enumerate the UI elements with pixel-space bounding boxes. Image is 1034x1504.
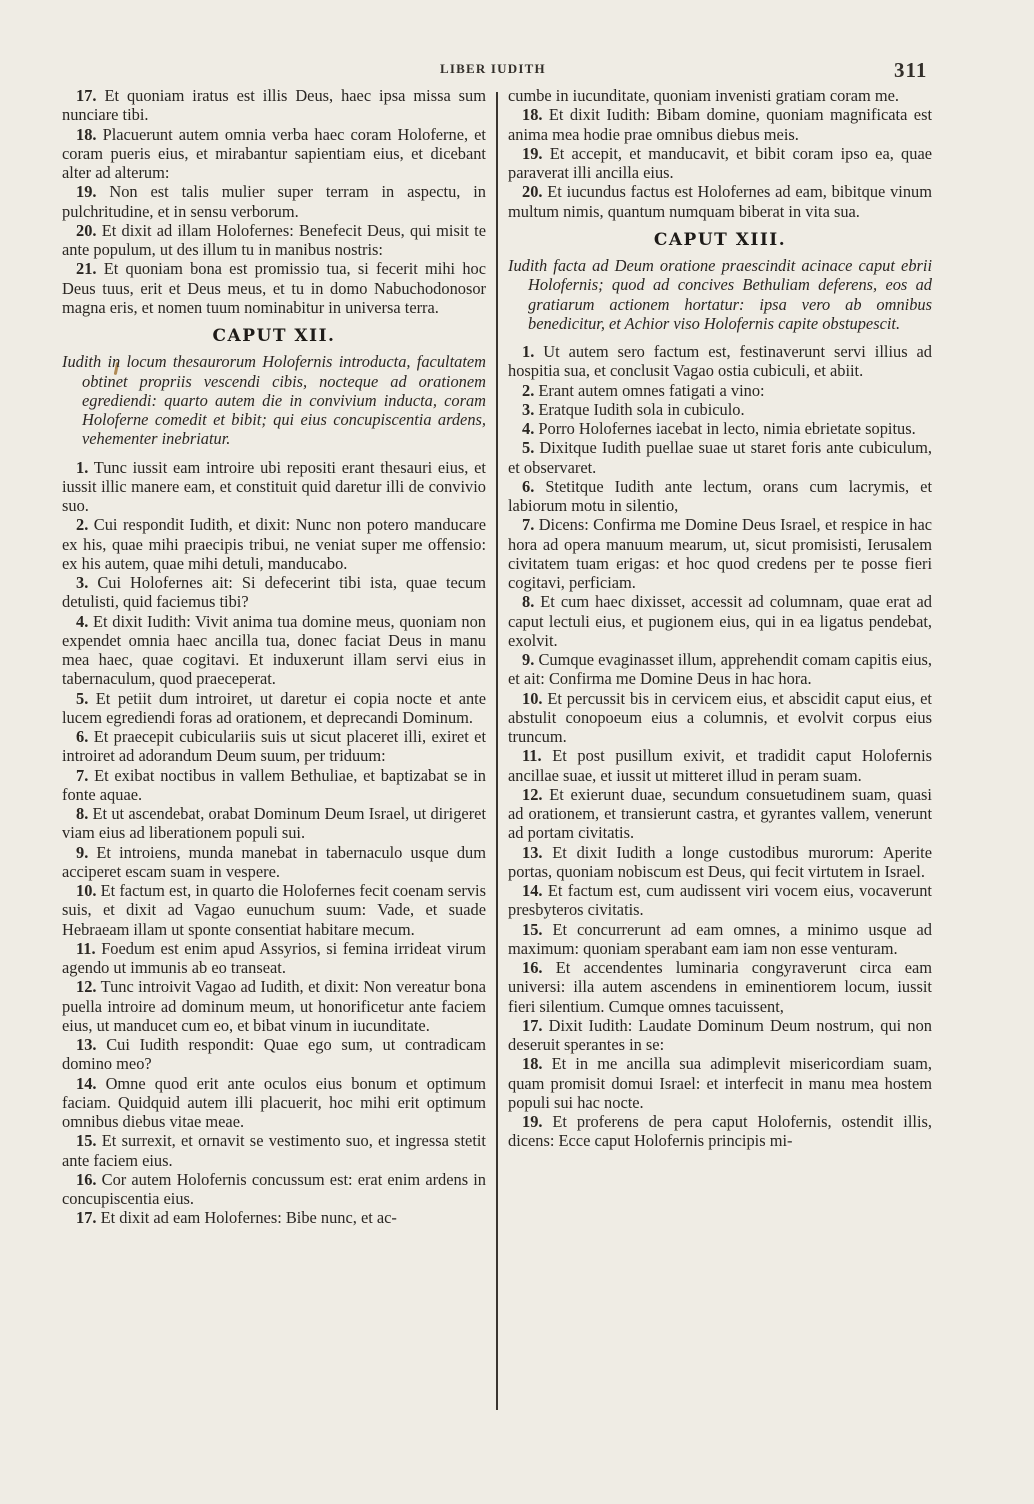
verse-number: 11. bbox=[522, 746, 542, 766]
verse bbox=[508, 400, 932, 419]
verse-number: 18. bbox=[76, 124, 97, 144]
verse-text: Et accepit, et manducavit, et bibit coram ipso ea, quae paraverat illi ancilla eius. bbox=[508, 143, 932, 182]
verse bbox=[508, 746, 932, 785]
verse bbox=[508, 843, 932, 882]
verse-number: 6. bbox=[76, 727, 89, 746]
verse-text: Et iucundus factus est Holofernes ad eam, bibitque vinum multum nimis, quantum numquam biberat in vita sua. bbox=[508, 182, 932, 221]
verse bbox=[62, 1208, 486, 1227]
verse bbox=[62, 458, 486, 516]
verse bbox=[508, 1016, 932, 1055]
left-verses-top bbox=[62, 86, 486, 317]
verse bbox=[62, 881, 486, 939]
verse-number: 15. bbox=[76, 1131, 97, 1151]
verse-text: Cui Iudith respondit: Quae ego sum, ut contradicam domino meo? bbox=[62, 1035, 486, 1074]
verse-number: 1. bbox=[76, 457, 89, 477]
verse-text: Et concurrerunt ad eam omnes, a minimo usque ad maximum: quoniam sperabant eam iam non esse venturam. bbox=[508, 919, 932, 958]
verse-text: Et post pusillum exivit, et tradidit caput Holofernis ancillae suae, et iussit ut mitteret illud in peram suam. bbox=[508, 746, 932, 785]
verse-number: 7. bbox=[522, 515, 535, 535]
verse-text: Et dixit ad illam Holofernes: Benefecit Deus, qui misit te ante populum, ut des illum tu in manibus nostris: bbox=[62, 220, 486, 259]
verse bbox=[508, 144, 932, 183]
verse bbox=[508, 105, 932, 144]
verse bbox=[62, 1131, 486, 1170]
verse bbox=[62, 804, 486, 843]
verse-number: 19. bbox=[76, 182, 97, 202]
verse bbox=[508, 785, 932, 843]
verse bbox=[508, 881, 932, 920]
chapter-summary-xiii: Iudith facta ad Deum oratione praescindit acinace caput ebrii Holofernis; quod ad concives Bethuliam deferens, eos ad gratiarum actionem hortatur: ipsa vero ab omnibus benedicitur, et Achior viso Holofernis capite obstupescit. bbox=[508, 256, 932, 333]
verse bbox=[508, 650, 932, 689]
verse-text: Cui Holofernes ait: Si defecerint tibi ista, quae tecum detulisti, quid faciemus tibi? bbox=[62, 573, 486, 612]
verse bbox=[62, 515, 486, 573]
right-verses bbox=[508, 342, 932, 1151]
verse bbox=[62, 573, 486, 612]
verse bbox=[62, 259, 486, 317]
verse-number: 4. bbox=[76, 611, 89, 631]
verse bbox=[62, 182, 486, 221]
verse bbox=[62, 939, 486, 978]
verse-text: Et quoniam bona est promissio tua, si fecerit mihi hoc Deus tuus, erit et Deus meus, et tu in domo Nabuchodonosor magna eris, et nomen tuum nominabitur in universa terra. bbox=[62, 259, 486, 317]
verse-text: Stetitque Iudith ante lectum, orans cum lacrymis, et labiorum motu in silentio, bbox=[508, 476, 932, 515]
verse bbox=[62, 727, 486, 766]
verse-number: 5. bbox=[522, 438, 535, 458]
verse-text: Et factum est, cum audissent viri vocem eius, vocaverunt presbyteros civitatis. bbox=[508, 881, 932, 920]
verse-text: Et dixit Iudith: Vivit anima tua domine meus, quoniam non expendet omnia haec ancilla tua, donec faciat Deus in manu mea haec, quae cogitavi. Et induxerunt illam servi eius in tabernaculum, quod praeceperat. bbox=[62, 611, 486, 689]
verse-text: Placuerunt autem omnia verba haec coram Holoferne, et coram pueris eius, et mirabantur sapientiam eius, et dicebant alter ad alterum: bbox=[62, 124, 486, 182]
verse-text: Dixit Iudith: Laudate Dominum Deum nostrum, qui non deseruit sperantes in se: bbox=[508, 1015, 932, 1054]
verse bbox=[62, 221, 486, 260]
verse-continuation: cumbe in iucunditate, quoniam invenisti gratiam coram me. bbox=[508, 86, 899, 105]
verse bbox=[508, 920, 932, 959]
verse-text: Cor autem Holofernis concussum est: erat enim ardens in concupiscentia eius. bbox=[62, 1169, 486, 1208]
verse bbox=[62, 689, 486, 728]
verse-text: Tunc iussit eam introire ubi repositi erant thesauri eius, et iussit illic manere eam, et constituit quid daretur illi de convivio suo. bbox=[62, 457, 486, 515]
verse-number: 14. bbox=[522, 881, 543, 900]
verse-text: Et introiens, munda manebat in tabernaculo usque dum acciperet escam suam in vespere. bbox=[62, 842, 486, 881]
verse-number: 13. bbox=[76, 1035, 97, 1054]
verse-text: Et in me ancilla sua adimplevit misericordiam suam, quam promisit domui Israel: et interfecit in manu mea hostem populi sui hac nocte. bbox=[508, 1054, 932, 1112]
verse-number: 17. bbox=[76, 1208, 97, 1228]
verse-text: Et dixit Iudith: Bibam domine, quoniam magnificata est anima mea hodie prae omnibus diebus meis. bbox=[508, 105, 932, 144]
verse-number: 14. bbox=[76, 1073, 97, 1093]
verse-number: 6. bbox=[522, 476, 535, 496]
verse-text: Et dixit Iudith a longe custodibus murorum: Aperite portas, quoniam nobiscum est Deus, qui fecit virtutem in Israel. bbox=[508, 842, 932, 881]
verse-number: 21. bbox=[76, 259, 97, 279]
verse-number: 9. bbox=[76, 842, 89, 862]
verse-text: Et ut ascendebat, orabat Dominum Deum Israel, ut dirigeret viam eius ad liberationem populi sui. bbox=[62, 804, 486, 843]
verse bbox=[62, 125, 486, 183]
verse-number: 18. bbox=[522, 105, 543, 125]
verse-text: Porro Holofernes iacebat in lecto, nimia ebrietate sopitus. bbox=[534, 419, 916, 438]
right-verses-top bbox=[508, 105, 932, 221]
chapter-heading-xiii: CAPUT XIII. bbox=[653, 229, 787, 250]
verse bbox=[508, 592, 932, 650]
verse-text: Et praecepit cubiculariis suis ut sicut placeret illi, exiret et introiret ad adorandum Deum suum, per triduum: bbox=[62, 727, 486, 766]
verse-text: Dixitque Iudith puellae suae ut staret foris ante cubiculum, et observaret. bbox=[508, 438, 932, 477]
verse-text: Erant autem omnes fatigati a vino: bbox=[534, 380, 765, 400]
verse-text: Foedum est enim apud Assyrios, si femina irrideat virum agendo ut immunis ab eo transeat. bbox=[62, 938, 486, 977]
verse bbox=[508, 1112, 932, 1151]
verse-number: 3. bbox=[76, 573, 89, 592]
verse bbox=[62, 843, 486, 882]
verse bbox=[62, 612, 486, 689]
column-divider bbox=[496, 92, 498, 1410]
verse-number: 16. bbox=[76, 1169, 97, 1189]
verse-number: 12. bbox=[522, 784, 543, 804]
verse bbox=[508, 515, 932, 592]
verse-number: 20. bbox=[522, 182, 543, 202]
verse-number: 11. bbox=[76, 938, 96, 958]
verse-text: Et surrexit, et ornavit se vestimento suo, et ingressa stetit ante faciem eius. bbox=[62, 1131, 486, 1170]
verse-text: Cumque evaginasset illum, apprehendit comam capitis eius, et ait: Confirma me Domine Deus in hac hora. bbox=[508, 650, 932, 689]
verse-text: Dicens: Confirma me Domine Deus Israel, et respice in hac hora ad opera manuum mearum, ut, sicut promisisti, Ierusalem civitatem tuam erigas: et hoc quod credens per te posse fieri cogitavi, perficiam. bbox=[508, 515, 932, 592]
verse-text: Et proferens de pera caput Holofernis, ostendit illis, dicens: Ecce caput Holofernis principis mi- bbox=[508, 1112, 932, 1151]
verse-text: Et dixit ad eam Holofernes: Bibe nunc, et ac- bbox=[96, 1208, 397, 1228]
verse-text: Tunc introivit Vagao ad Iudith, et dixit: Non vereatur bona puella introire ad dominum meum, ut honorificetur ante faciem eius, ut manducet cum eo, et bibat vinum in iucunditate. bbox=[62, 977, 486, 1035]
verse bbox=[508, 1054, 932, 1112]
verse-number: 20. bbox=[76, 220, 97, 240]
verse bbox=[508, 182, 932, 221]
verse-number: 19. bbox=[522, 1112, 543, 1131]
verse-number: 17. bbox=[522, 1015, 543, 1035]
verse bbox=[62, 1035, 486, 1074]
right-column bbox=[508, 86, 932, 1151]
verse-number: 19. bbox=[522, 143, 543, 163]
verse bbox=[62, 1074, 486, 1132]
verse bbox=[508, 958, 932, 1016]
verse-number: 16. bbox=[522, 958, 543, 977]
verse-text: Non est talis mulier super terram in aspectu, in pulchritudine, et in sensu verborum. bbox=[62, 182, 486, 221]
verse-text: Et exierunt duae, secundum consuetudinem suam, quasi ad orationem, et transierunt castra, et gyrantes vallem, venerunt ad portam civitatis. bbox=[508, 784, 932, 843]
verse-text: Cui respondit Iudith, et dixit: Nunc non potero manducare ex his, quae mihi praecipis tribui, ne veniat super me offensio: ex his autem, quae mihi detuli, manducabo. bbox=[62, 515, 486, 573]
verse bbox=[508, 438, 932, 477]
verse bbox=[508, 477, 932, 516]
verse-text: Et cum haec dixisset, accessit ad columnam, quae erat ad caput lectuli eius, et pugionem eius, qui in ea ligatus pendebat, exolvit. bbox=[508, 592, 932, 650]
verse-number: 3. bbox=[522, 399, 535, 419]
chapter-summary-xii: Iudith in locum thesaurorum Holofernis introducta, facultatem obtinet propriis vescendi cibis, nocteque ad orationem egrediendi: quarto autem die in convivium inducta, coram Holoferne comedit et bibit; qui eius concupiscentia ardens, vehementer inebriatur. bbox=[62, 352, 486, 449]
verse-text: Et percussit bis in cervicem eius, et abscidit caput eius, et abstulit conopoeum eius a columnis, et evolvit corpus eius truncum. bbox=[508, 688, 932, 746]
verse-text: Omne quod erit ante oculos eius bonum et optimum faciam. Quidquid autem illi placuerit, hoc mihi erit optimum omnibus diebus vitae meae. bbox=[62, 1073, 486, 1131]
verse bbox=[508, 419, 932, 438]
verse-number: 4. bbox=[522, 419, 535, 438]
verse-number: 8. bbox=[76, 804, 89, 823]
chapter-heading-xii: CAPUT XII. bbox=[212, 326, 336, 346]
page-number: 311 bbox=[894, 58, 928, 82]
verse-number: 1. bbox=[522, 342, 535, 361]
verse-number: 15. bbox=[522, 919, 543, 939]
left-column bbox=[62, 86, 486, 1228]
verse-number: 12. bbox=[76, 977, 97, 997]
verse-number: 7. bbox=[76, 765, 89, 785]
verse bbox=[508, 342, 932, 381]
verse-text: Et petiit dum introiret, ut daretur ei copia nocte et ante lucem egrediendi foras ad orationem, et deprecandi Dominum. bbox=[62, 688, 486, 727]
verse-text: Et exibat noctibus in vallem Bethuliae, et baptizabat se in fonte aquae. bbox=[62, 765, 486, 804]
verse bbox=[62, 86, 486, 125]
verse-number: 13. bbox=[522, 842, 543, 862]
verse-number: 9. bbox=[522, 650, 535, 669]
verse-text: Ut autem sero factum est, festinaverunt servi illius ad hospitia sua, et conclusit Vagao ostia cubiculi, et abiit. bbox=[508, 342, 932, 381]
running-head bbox=[0, 58, 1034, 82]
verse-number: 18. bbox=[522, 1054, 543, 1074]
verse bbox=[62, 1170, 486, 1209]
verse-number: 2. bbox=[76, 515, 89, 535]
running-title: LIBER IUDITH bbox=[440, 61, 546, 76]
verse-number: 10. bbox=[76, 881, 97, 900]
verse-number: 17. bbox=[76, 86, 97, 105]
verse bbox=[508, 689, 932, 747]
verse-text: Et accendentes luminaria congyraverunt circa eam universi: illa autem ascendens in eminentiorem locum, iussit fieri silentium. Cumque omnes tacuissent, bbox=[508, 958, 932, 1016]
verse-number: 10. bbox=[522, 688, 543, 708]
verse bbox=[62, 977, 486, 1035]
verse-text: Eratque Iudith sola in cubiculo. bbox=[534, 399, 745, 419]
verse-number: 8. bbox=[522, 592, 535, 612]
verse-text: Et quoniam iratus est illis Deus, haec ipsa missa sum nunciare tibi. bbox=[62, 86, 486, 125]
verse bbox=[508, 381, 932, 400]
verse-number: 5. bbox=[76, 688, 89, 708]
left-verses bbox=[62, 458, 486, 1228]
verse bbox=[62, 766, 486, 805]
verse-number: 2. bbox=[522, 380, 535, 400]
verse-text: Et factum est, in quarto die Holofernes fecit coenam servis suis, et dixit ad Vagao eunuchum suum: Vade, et suade Hebraeam illam ut sponte consentiat habitare mecum. bbox=[62, 881, 486, 939]
